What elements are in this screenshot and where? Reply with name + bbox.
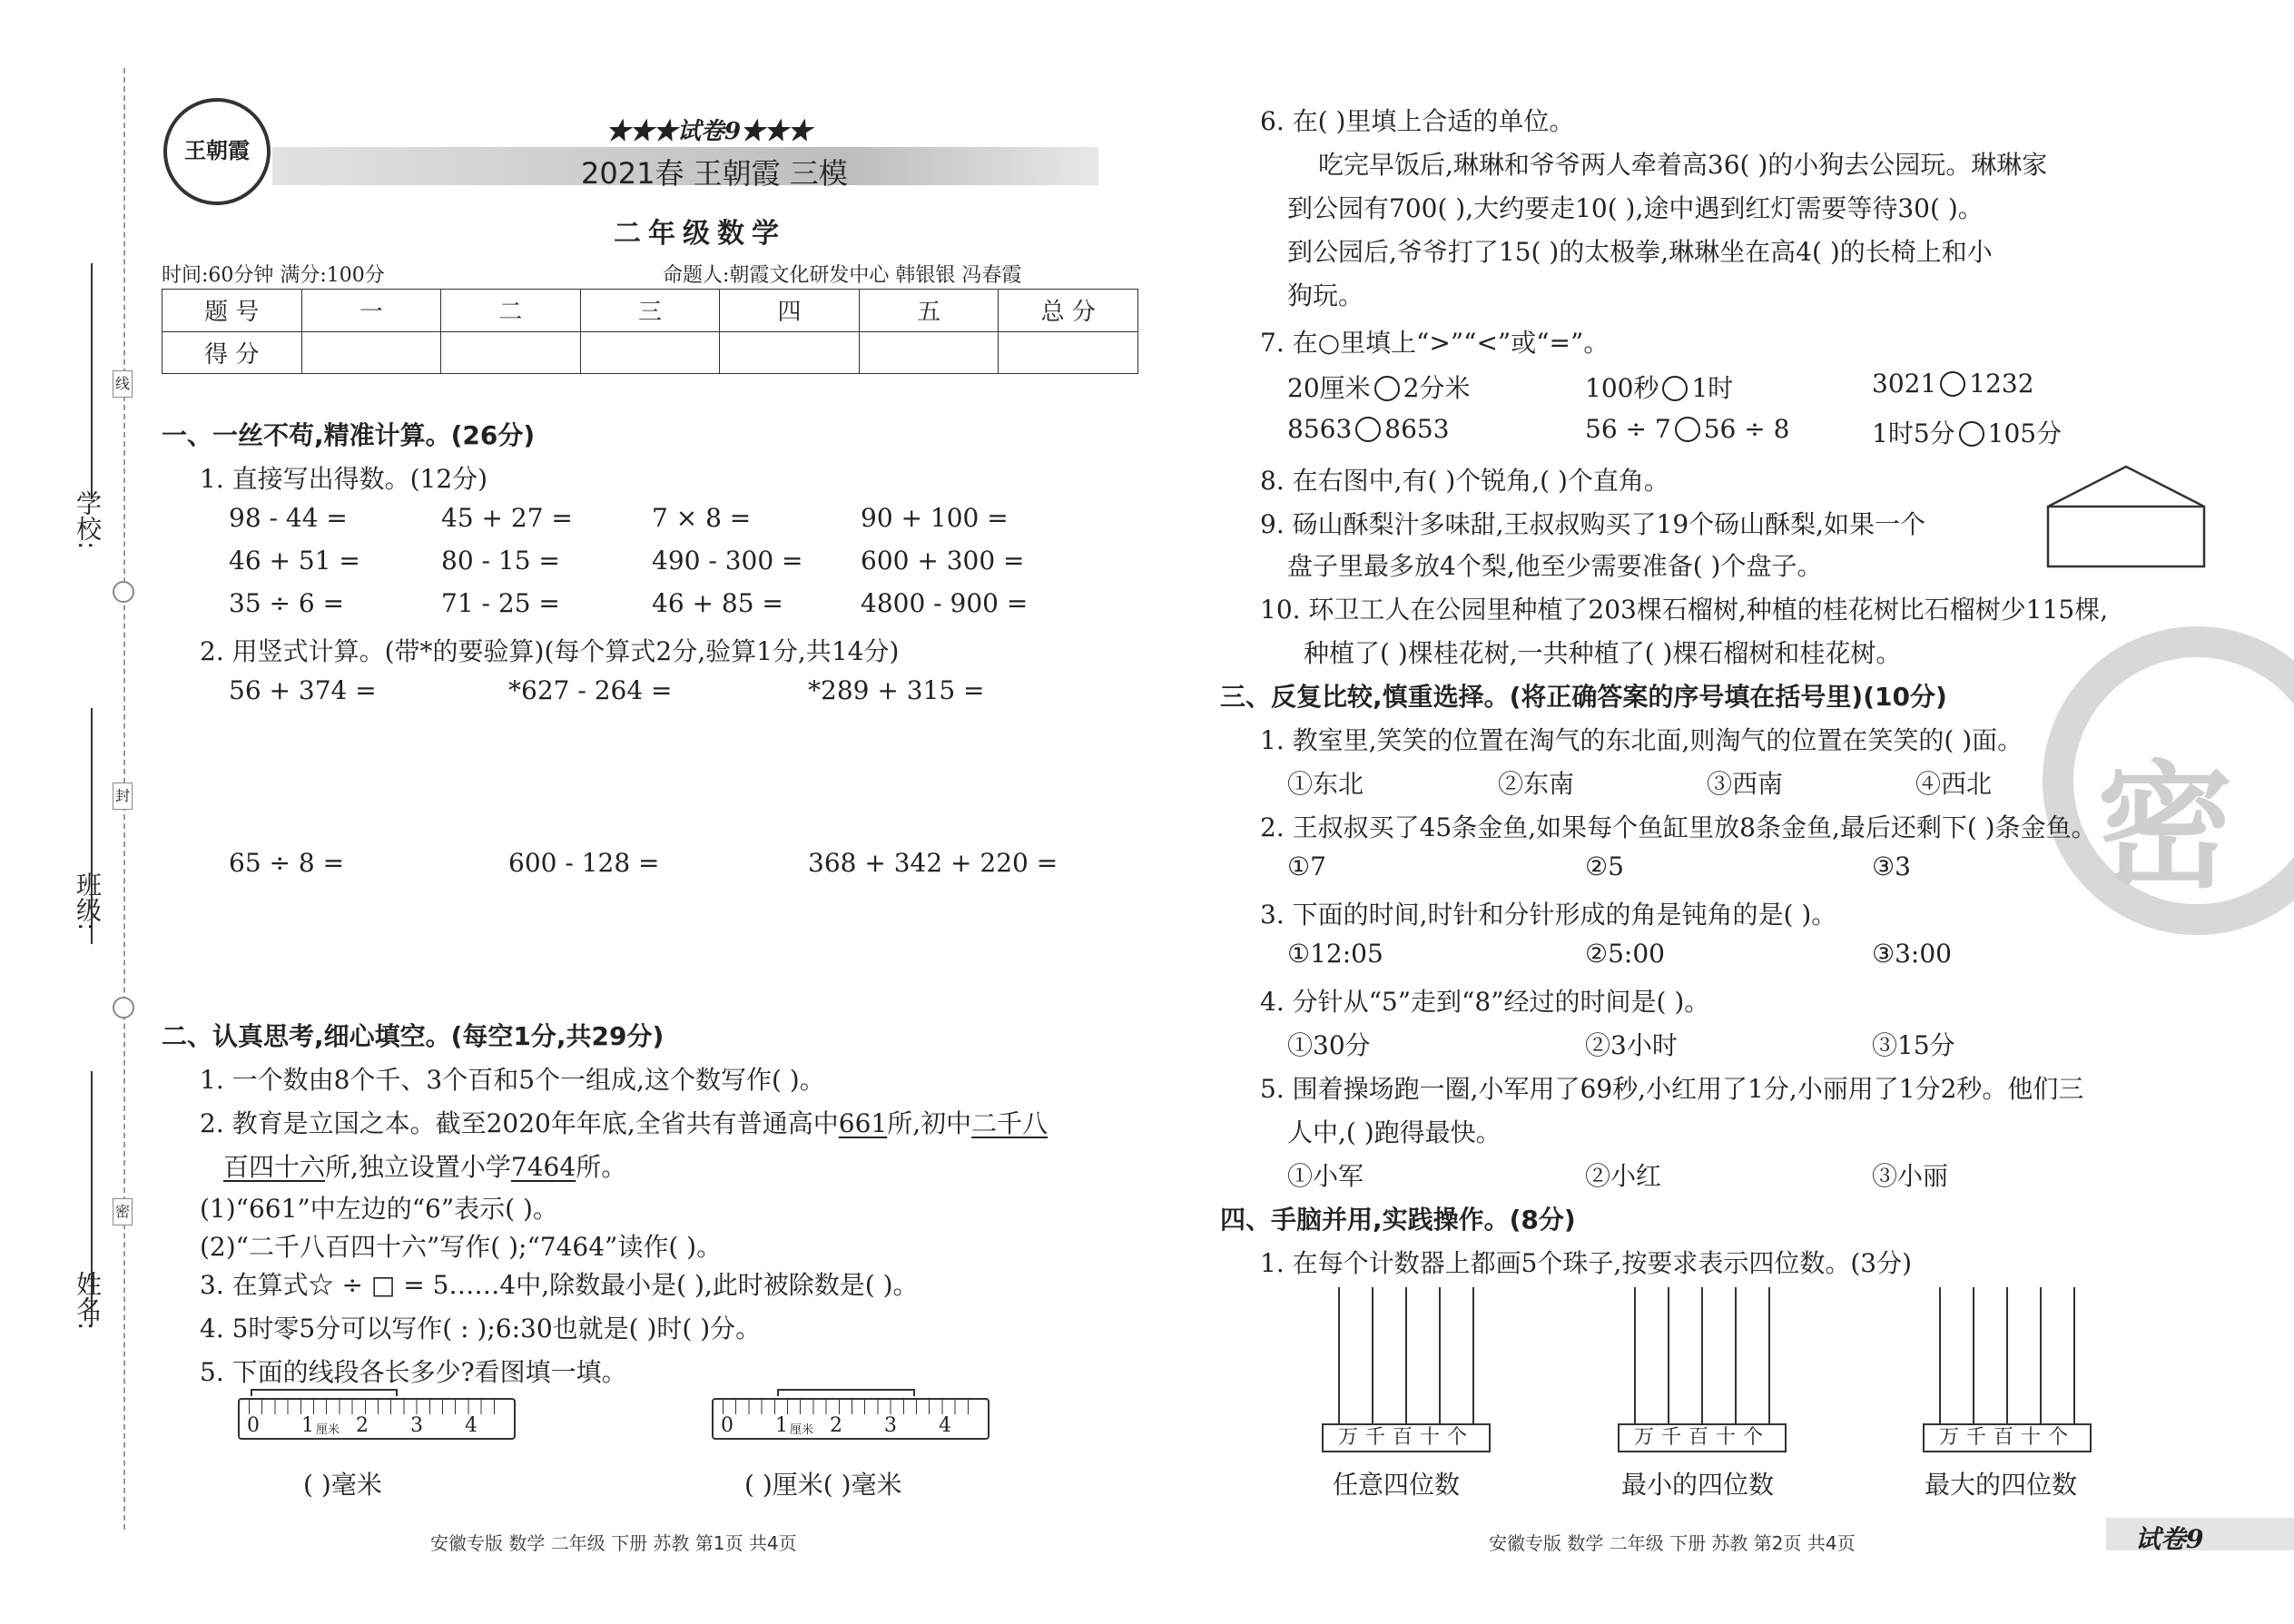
oral-calc: 35 ÷ 6 = (229, 588, 345, 618)
s1-q1: 1. 直接写出得数。(12分) (200, 464, 488, 494)
ruler-unit: 厘米 (790, 1423, 814, 1437)
exam-number: ★★★试卷9★★★ (606, 118, 812, 145)
table-cell: 题 号 (162, 290, 302, 332)
table-row (162, 290, 1138, 332)
vertical-calc: *627 - 264 = (508, 675, 673, 705)
oral-calc: 7 × 8 = (652, 503, 752, 533)
segment-2 (777, 1389, 915, 1396)
option[interactable]: ③3:00 (1872, 939, 1952, 969)
abacus-2[interactable] (1618, 1287, 1787, 1452)
vertical-calc: 65 ÷ 8 = (229, 848, 345, 878)
oral-calc: 600 + 300 = (861, 546, 1025, 576)
s2-q1: 1. 一个数由8个千、3个百和5个一组成,这个数写作( )。 (200, 1065, 825, 1095)
s3-q5: 5. 围着操场跑一圈,小军用了69秒,小红用了1分,小丽用了1分2秒。他们三 (1260, 1074, 2084, 1104)
abacus-labels: 万千百十个 (1618, 1423, 1787, 1452)
s2-q3: 3. 在算式☆ ÷ □ = 5……4中,除数最小是( ),此时被除数是( )。 (200, 1270, 919, 1300)
vertical-calc: *289 + 315 = (808, 675, 985, 705)
abacus-1[interactable] (1322, 1287, 1491, 1452)
table-cell: 三 (580, 290, 720, 332)
ruler-tick-label: 1 (301, 1414, 314, 1437)
compare-item: 3021 1232 (1872, 369, 2034, 399)
s2-q6-line: 狗玩。 (1287, 281, 1364, 310)
compare-item: 8563 8653 (1287, 414, 1450, 444)
authors: 命题人:朝霞文化研发中心 韩银银 冯春霞 (663, 264, 1022, 287)
ruler-tick-label: 2 (830, 1414, 842, 1437)
exam-title: 2021春 王朝霞 三模 (581, 156, 848, 191)
s2-q6-line: 到公园有700( ),大约要走10( ),途中遇到红灯需要等待30( )。 (1287, 193, 1984, 223)
option[interactable]: ③小丽 (1872, 1161, 1949, 1191)
section2-title: 二、认真思考,细心填空。(每空1分,共29分) (162, 1021, 665, 1051)
s2-q2-1: (1)“661”中左边的“6”表示( )。 (200, 1194, 558, 1224)
option[interactable]: ②东南 (1498, 769, 1575, 799)
s2-q9-cont: 盘子里最多放4个梨,他至少需要准备( )个盘子。 (1287, 551, 1823, 581)
option[interactable]: ①小军 (1287, 1161, 1364, 1191)
name-label: 姓名: (73, 1271, 103, 1331)
oral-calc: 71 - 25 = (441, 588, 560, 618)
school-line (91, 263, 93, 499)
time-info: 时间:60分钟 满分:100分 (162, 264, 385, 287)
table-cell: 得 分 (162, 331, 302, 374)
compare-item: 56 ÷ 7 56 ÷ 8 (1585, 414, 1790, 444)
s2-q10: 10. 环卫工人在公园里种植了203棵石榴树,种植的桂花树比石榴树少115棵, (1260, 595, 2109, 625)
option[interactable]: ①30分 (1287, 1030, 1371, 1060)
s3-q1: 1. 教室里,笑笑的位置在淘气的东北面,则淘气的位置在笑笑的( )面。 (1260, 725, 2023, 755)
table-cell: 四 (720, 290, 860, 332)
stamp-text: 密 (2097, 749, 2234, 907)
s2-q9: 9. 砀山酥梨汁多味甜,王叔叔购买了19个砀山酥梨,如果一个 (1260, 509, 1926, 539)
vertical-calc: 56 + 374 = (229, 675, 377, 705)
option[interactable]: ①12:05 (1287, 939, 1383, 969)
oral-calc: 4800 - 900 = (861, 588, 1029, 618)
table-cell: 总 分 (999, 290, 1138, 332)
s3-q2: 2. 王叔叔买了45条金鱼,如果每个鱼缸里放8条金鱼,最后还剩下( )条金鱼。 (1260, 812, 2097, 842)
seal-mark-line: 线 (113, 370, 133, 398)
ruler-answer-1: ( )毫米 (303, 1470, 382, 1500)
s3-q4: 4. 分针从“5”走到“8”经过的时间是( )。 (1260, 987, 1710, 1017)
oral-calc: 490 - 300 = (652, 546, 803, 576)
ruler-tick-label: 2 (356, 1414, 369, 1437)
knot-icon (113, 581, 134, 603)
knot-icon (113, 997, 134, 1019)
compare-circle[interactable] (1675, 417, 1700, 442)
footer-right: 安徽专版 数学 二年级 下册 苏教 第2页 共4页 (1489, 1532, 1856, 1554)
abacus-labels: 万千百十个 (1923, 1423, 2092, 1452)
option[interactable]: ③西南 (1707, 769, 1784, 799)
oral-calc: 46 + 51 = (229, 546, 360, 576)
s2-q10-cont: 种植了( )棵桂花树,一共种植了( )棵石榴树和桂花树。 (1304, 638, 1902, 668)
s2-q6: 6. 在( )里填上合适的单位。 (1260, 106, 1575, 136)
abacus-caption: 任意四位数 (1333, 1470, 1461, 1500)
logo-text: 王朝霞 (184, 137, 250, 163)
option[interactable]: ②小红 (1585, 1161, 1662, 1191)
score-input-cell[interactable] (999, 331, 1138, 374)
s1-q2: 2. 用竖式计算。(带*的要验算)(每个算式2分,验算1分,共14分) (200, 636, 900, 666)
s2-q2-2: (2)“二千八百四十六”写作( );“7464”读作( )。 (200, 1232, 723, 1262)
s3-q5-cont: 人中,( )跑得最快。 (1287, 1117, 1501, 1147)
seal-mark-seal: 封 (113, 782, 133, 810)
seal-mark-secret: 密 (113, 1198, 133, 1225)
house-figure (2046, 465, 2206, 570)
table-cell: 五 (859, 290, 999, 332)
compare-item: 20厘米 2分米 (1287, 373, 1471, 403)
ruler-unit: 厘米 (316, 1423, 340, 1437)
s2-q2: 2. 教育是立国之本。截至2020年年底,全省共有普通高中661所,初中二千八 (200, 1108, 1049, 1138)
vertical-calc: 600 - 128 = (508, 848, 660, 878)
abacus-caption: 最小的四位数 (1621, 1470, 1775, 1500)
footer-tag: 试卷9 (2135, 1524, 2204, 1554)
compare-circle[interactable] (1940, 371, 1965, 397)
s3-q3: 3. 下面的时间,时针和分针形成的角是钝角的是( )。 (1260, 900, 1837, 930)
section4-title: 四、手脑并用,实践操作。(8分) (1220, 1205, 1576, 1235)
s4-q1: 1. 在每个计数器上都画5个珠子,按要求表示四位数。(3分) (1260, 1248, 1912, 1278)
compare-circle[interactable] (1374, 376, 1400, 401)
s2-q2-cont: 百四十六所,独立设置小学7464所。 (223, 1152, 627, 1182)
option[interactable]: ④西北 (1915, 769, 1993, 799)
logo-emblem (163, 98, 271, 205)
class-label: 班级: (73, 871, 103, 931)
abacus-caption: 最大的四位数 (1925, 1470, 2078, 1500)
s2-q4: 4. 5时零5分可以写作( : );6:30也就是( )时( )分。 (200, 1314, 762, 1343)
compare-circle[interactable] (1662, 376, 1688, 401)
score-table (162, 289, 1138, 374)
s2-q6-line: 到公园后,爷爷打了15( )的太极拳,琳琳坐在高4( )的长椅上和小 (1287, 237, 1993, 267)
s2-q6-line: 吃完早饭后,琳琳和爷爷两人牵着高36( )的小狗去公园玩。琳琳家 (1318, 150, 2048, 180)
option[interactable]: ①东北 (1287, 769, 1364, 799)
abacus-labels: 万千百十个 (1322, 1423, 1491, 1452)
score-input-cell[interactable] (720, 331, 860, 374)
footer-left: 安徽专版 数学 二年级 下册 苏教 第1页 共4页 (430, 1532, 797, 1554)
section3-title: 三、反复比较,慎重选择。(将正确答案的序号填在括号里)(10分) (1220, 682, 1947, 712)
ruler-tick-label: 0 (247, 1414, 260, 1437)
ruler-tick-label: 0 (721, 1414, 733, 1437)
compare-circle[interactable] (1959, 421, 1984, 447)
school-label: 学校: (73, 490, 103, 550)
compare-circle[interactable] (1355, 417, 1381, 442)
ruler-tick-label: 3 (884, 1414, 897, 1437)
segment-1 (251, 1389, 398, 1396)
option[interactable]: ①7 (1287, 851, 1326, 881)
table-cell: 一 (301, 290, 441, 332)
oral-calc: 90 + 100 = (861, 503, 1009, 533)
oral-calc: 46 + 85 = (652, 588, 783, 618)
oral-calc: 98 - 44 = (229, 503, 348, 533)
section1-title: 一、一丝不苟,精准计算。(26分) (162, 420, 536, 450)
option[interactable]: ②3小时 (1585, 1030, 1678, 1060)
ruler-tick-label: 3 (410, 1414, 423, 1437)
vertical-calc: 368 + 342 + 220 = (808, 848, 1058, 878)
ruler-answer-2: ( )厘米( )毫米 (744, 1470, 902, 1500)
ruler-tick-label: 1 (775, 1414, 788, 1437)
score-input-cell[interactable] (301, 331, 441, 374)
ruler-2 (712, 1398, 989, 1440)
compare-item: 1时5分 105分 (1872, 418, 2063, 448)
table-row (162, 331, 1138, 374)
score-input-cell[interactable] (859, 331, 999, 374)
score-input-cell[interactable] (580, 331, 720, 374)
abacus-3[interactable] (1923, 1287, 2092, 1452)
ruler-tick-label: 4 (939, 1414, 951, 1437)
table-cell: 二 (441, 290, 581, 332)
option[interactable]: ③15分 (1872, 1030, 1955, 1060)
option[interactable]: ②5:00 (1585, 939, 1665, 969)
oral-calc: 45 + 27 = (441, 503, 573, 533)
compare-item: 100秒 1时 (1585, 373, 1734, 403)
oral-calc: 80 - 15 = (441, 546, 560, 576)
ruler-tick-label: 4 (465, 1414, 478, 1437)
subject-title: 二年级数学 (614, 218, 786, 250)
ruler-1 (238, 1398, 516, 1440)
option[interactable]: ③3 (1872, 851, 1911, 881)
s2-q5: 5. 下面的线段各长多少?看图填一填。 (200, 1357, 627, 1387)
s2-q7: 7. 在○里填上“>”“<”或“=”。 (1260, 328, 1610, 358)
option[interactable]: ②5 (1585, 851, 1624, 881)
s2-q8: 8. 在右图中,有( )个锐角,( )个直角。 (1260, 466, 1669, 496)
score-input-cell[interactable] (441, 331, 581, 374)
